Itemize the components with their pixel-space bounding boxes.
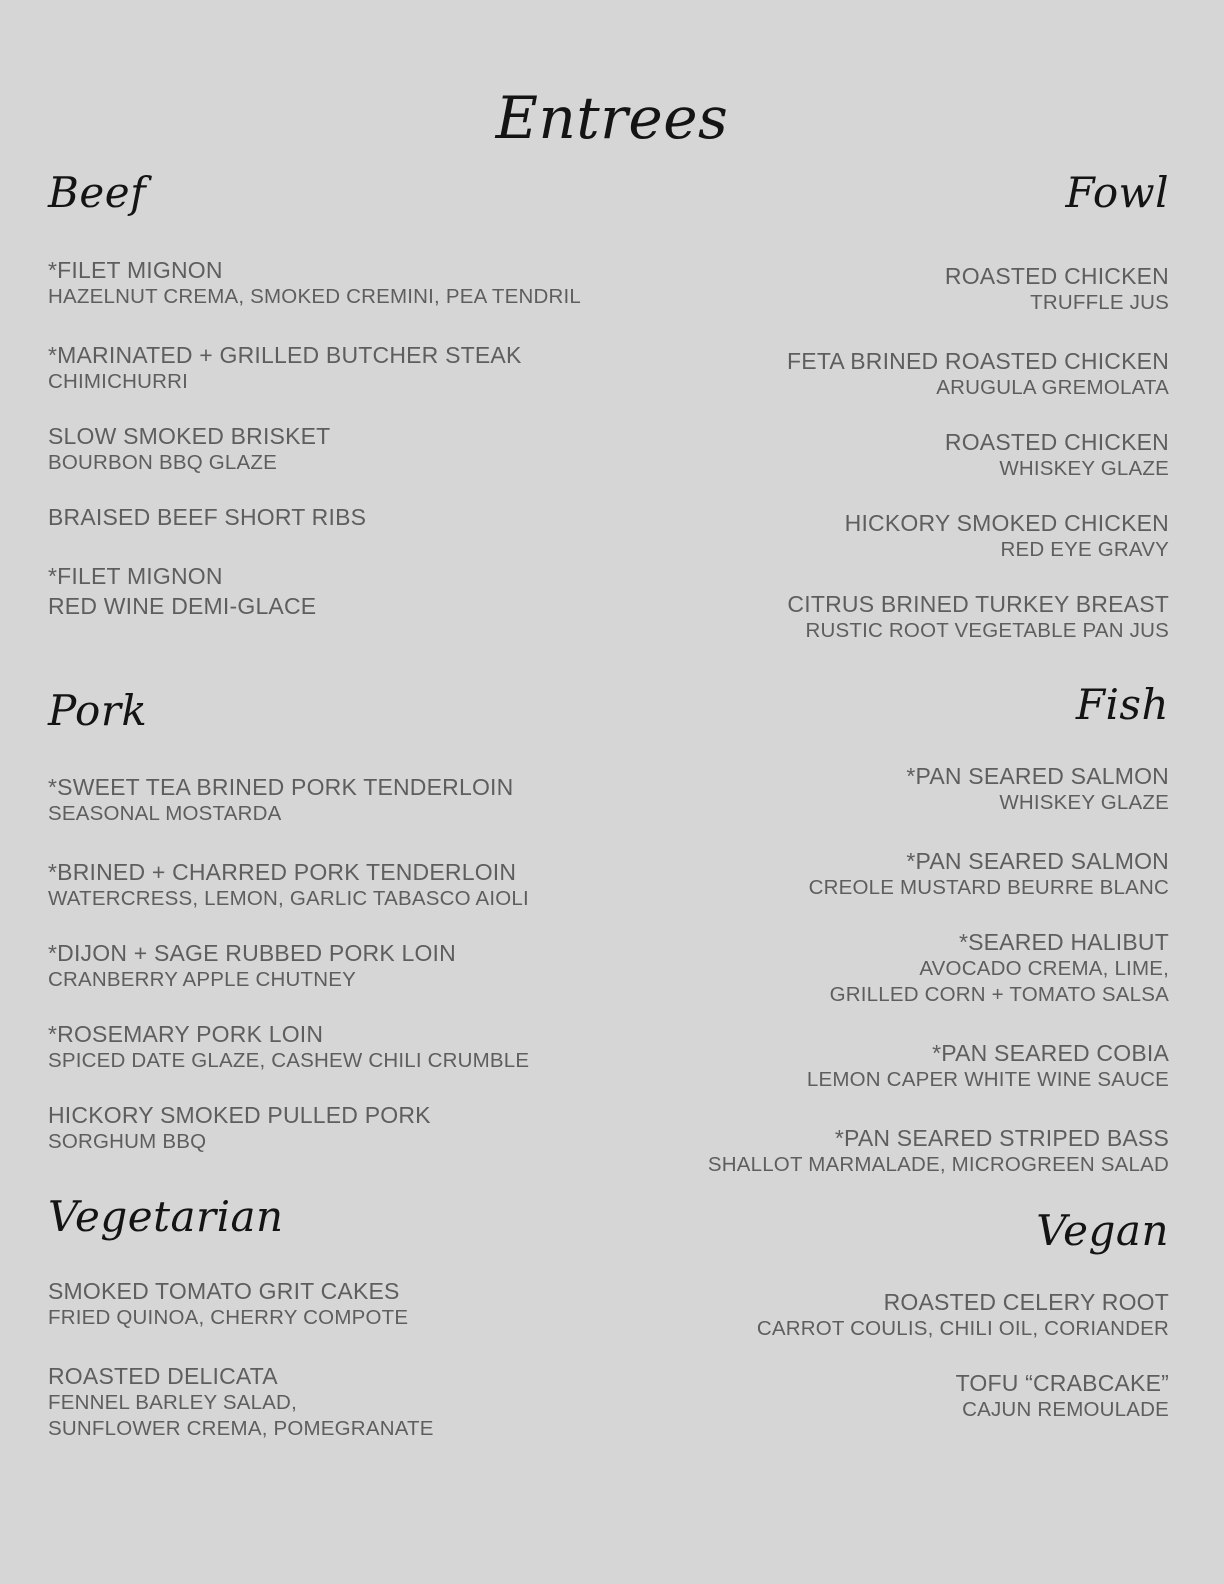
fish-item-name: *PAN SEARED SALMON — [906, 763, 1169, 789]
beef-item-desc: CHIMICHURRI — [48, 370, 188, 393]
pork-item-desc: SEASONAL MOSTARDA — [48, 802, 282, 825]
beef-item-name: *FILET MIGNON — [48, 563, 223, 589]
beef-item-desc: HAZELNUT CREMA, SMOKED CREMINI, PEA TENDRIL — [48, 285, 581, 308]
fish-item — [906, 762, 1169, 816]
beef-item-name: SLOW SMOKED BRISKET — [48, 423, 331, 449]
pork-item-name: HICKORY SMOKED PULLED PORK — [48, 1102, 431, 1128]
vegetarian-item — [48, 1362, 434, 1442]
fowl-heading: Fowl — [1065, 168, 1169, 217]
pork-item — [48, 858, 529, 912]
fish-item-desc-line2: GRILLED CORN + TOMATO SALSA — [829, 983, 1169, 1006]
vegan-item — [757, 1288, 1169, 1342]
vegan-item-desc: CARROT COULIS, CHILI OIL, CORIANDER — [756, 1317, 1169, 1340]
fish-heading: Fish — [1075, 680, 1169, 729]
beef-item — [48, 256, 581, 310]
fowl-item-name: HICKORY SMOKED CHICKEN — [844, 510, 1169, 536]
fowl-item — [787, 347, 1169, 401]
fish-item — [809, 847, 1169, 901]
fowl-item-name: ROASTED CHICKEN — [944, 263, 1169, 289]
vegetarian-item-desc: FENNEL BARLEY SALAD, — [48, 1391, 297, 1414]
beef-item-desc: RED WINE DEMI-GLACE — [48, 593, 317, 619]
fish-item — [807, 1039, 1169, 1093]
fowl-item-desc: TRUFFLE JUS — [1030, 291, 1169, 314]
fowl-item — [845, 509, 1169, 563]
pork-item — [48, 939, 456, 993]
pork-item — [48, 1020, 529, 1074]
vegetarian-item-desc: FRIED QUINOA, CHERRY COMPOTE — [48, 1306, 409, 1329]
fowl-item-desc: RED EYE GRAVY — [1000, 538, 1169, 561]
vegan-item-name: TOFU “CRABCAKE” — [955, 1370, 1169, 1396]
beef-item-name: *FILET MIGNON — [48, 257, 223, 283]
vegan-heading: Vegan — [1036, 1206, 1169, 1255]
beef-item — [48, 422, 330, 476]
beef-heading: Beef — [48, 168, 147, 217]
vegetarian-heading: Vegetarian — [48, 1192, 284, 1241]
beef-item — [48, 503, 366, 531]
vegan-item-desc: CAJUN REMOULADE — [962, 1398, 1169, 1421]
pork-heading: Pork — [48, 686, 148, 735]
fish-item-name: *PAN SEARED COBIA — [932, 1040, 1169, 1066]
page-title: Entrees — [495, 84, 729, 152]
fowl-item-name: ROASTED CHICKEN — [944, 429, 1169, 455]
pork-item — [48, 1101, 431, 1155]
fowl-item-desc: ARUGULA GREMOLATA — [936, 376, 1169, 399]
fish-item-name: *PAN SEARED SALMON — [906, 848, 1169, 874]
pork-item-desc: SPICED DATE GLAZE, CASHEW CHILI CRUMBLE — [48, 1049, 530, 1072]
vegan-item — [956, 1369, 1169, 1423]
fowl-item — [945, 428, 1169, 482]
pork-item-name: *ROSEMARY PORK LOIN — [48, 1021, 324, 1047]
pork-item-name: *DIJON + SAGE RUBBED PORK LOIN — [48, 940, 456, 966]
vegetarian-item-desc-line2: SUNFLOWER CREMA, POMEGRANATE — [48, 1417, 434, 1440]
fish-item-desc: LEMON CAPER WHITE WINE SAUCE — [806, 1068, 1169, 1091]
pork-item-name: *SWEET TEA BRINED PORK TENDERLOIN — [48, 774, 514, 800]
fish-item-name: *PAN SEARED STRIPED BASS — [834, 1125, 1169, 1151]
beef-item-name: BRAISED BEEF SHORT RIBS — [48, 504, 367, 530]
pork-item-name: *BRINED + CHARRED PORK TENDERLOIN — [48, 859, 517, 885]
vegetarian-item-name: ROASTED DELICATA — [48, 1363, 278, 1389]
beef-item-name: *MARINATED + GRILLED BUTCHER STEAK — [48, 342, 522, 368]
pork-item — [48, 773, 513, 827]
beef-item — [48, 341, 522, 395]
fish-item-desc: AVOCADO CREMA, LIME, — [919, 957, 1169, 980]
fish-item-desc: CREOLE MUSTARD BEURRE BLANC — [808, 876, 1169, 899]
fish-item-desc: SHALLOT MARMALADE, MICROGREEN SALAD — [707, 1153, 1169, 1176]
fish-item — [708, 1124, 1169, 1178]
pork-item-desc: WATERCRESS, LEMON, GARLIC TABASCO AIOLI — [48, 887, 529, 910]
fowl-item-desc: WHISKEY GLAZE — [999, 457, 1169, 480]
fowl-item — [945, 262, 1169, 316]
fowl-item-name: FETA BRINED ROASTED CHICKEN — [787, 348, 1169, 374]
pork-item-desc: SORGHUM BBQ — [48, 1130, 207, 1153]
vegetarian-item-name: SMOKED TOMATO GRIT CAKES — [48, 1278, 400, 1304]
beef-item — [48, 562, 316, 620]
fowl-item-name: CITRUS BRINED TURKEY BREAST — [787, 591, 1169, 617]
beef-item-desc: BOURBON BBQ GLAZE — [48, 451, 277, 474]
vegan-item-name: ROASTED CELERY ROOT — [883, 1289, 1169, 1315]
fowl-item — [787, 590, 1169, 644]
fowl-item-desc: RUSTIC ROOT VEGETABLE PAN JUS — [805, 619, 1169, 642]
fish-item-desc: WHISKEY GLAZE — [999, 791, 1169, 814]
pork-item-desc: CRANBERRY APPLE CHUTNEY — [48, 968, 357, 991]
fish-item — [830, 928, 1169, 1008]
fish-item-name: *SEARED HALIBUT — [958, 929, 1169, 955]
vegetarian-item — [48, 1277, 408, 1331]
